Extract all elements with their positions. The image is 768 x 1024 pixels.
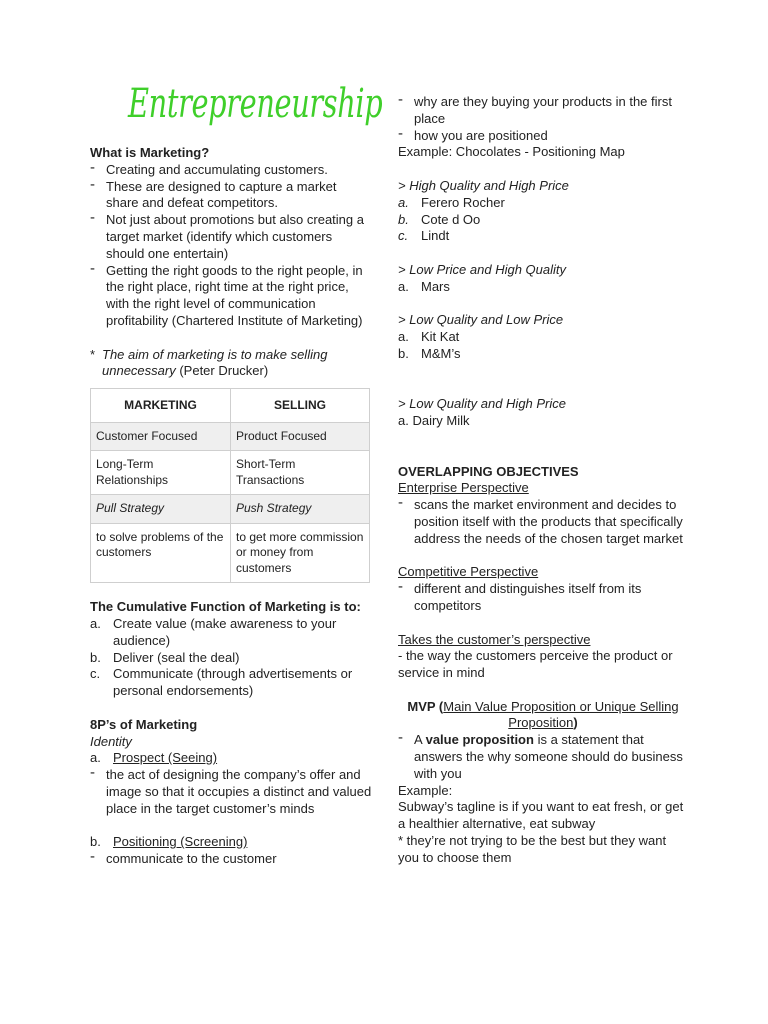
group-item: a. Dairy Milk (398, 413, 470, 429)
marketing-point: - Getting the right goods to the right people, in the right place, right time at the right price, with the right level of communication profitability (Chartered Institute of Marketing) (90, 263, 372, 330)
mvp-heading: MVP (Main Value Proposition or Unique Selling Proposition) (407, 698, 679, 731)
marketing-point: - Not just about promotions but also creating a target market (identify which customers should one entertain) (90, 212, 372, 262)
cumulative-item: a. Create value (make awareness to your audience) (90, 615, 337, 648)
competitive-label: Competitive Perspective (398, 564, 539, 580)
table-cell: to solve problems of the customers (91, 523, 231, 583)
quote-mark: * (90, 346, 96, 362)
cumulative-item: c. Communicate (through advertisements or personal endorsements) (90, 666, 353, 699)
table-row (91, 495, 370, 524)
group-heading: > High Quality and High Price (398, 177, 569, 193)
group-heading: > Low Quality and High Price (398, 396, 567, 412)
subway-note: * they’re not trying to be the best but they want you to choose them (398, 833, 667, 865)
group-heading: > Low Price and High Quality (398, 261, 567, 277)
cumulative-item: b. Deliver (seal the deal) (90, 649, 240, 665)
group-item: a. Kit Kat (398, 329, 460, 345)
enterprise-label: Enterprise Perspective (398, 480, 529, 496)
prospect-description: - the act of designing the company’s offer and image so that it occupies a distinct and valued place in the target customer’s minds (90, 767, 372, 817)
table-cell: Push Strategy (231, 495, 370, 524)
value-proposition-point: - A value proposition is a statement that answers the why someone should do business with you (398, 732, 688, 782)
prospect-item: a. Prospect (Seeing) (90, 750, 218, 766)
positioning-point: - why are they buying your products in the first place (398, 94, 688, 128)
table-header-row (91, 389, 370, 423)
marketing-heading: What is Marketing? (90, 145, 210, 160)
table-cell: Product Focused (231, 422, 370, 451)
positioning-description: - communicate to the customer (90, 851, 372, 868)
overlap-heading: OVERLAPPING OBJECTIVES (398, 463, 579, 479)
table-cell: Pull Strategy (91, 495, 231, 524)
marketing-vs-selling-table (90, 388, 370, 583)
identity-label: Identity (90, 733, 132, 749)
table-cell: Customer Focused (91, 422, 231, 451)
quote-author: (Peter Drucker) (179, 363, 269, 379)
group-item: a. Ferero Rocher (398, 194, 505, 210)
table-cell: Long-Term Relationships (91, 451, 231, 495)
table-cell: Short-Term Transactions (231, 451, 370, 495)
group-item: c. Lindt (398, 228, 450, 244)
quote-text: The aim of marketing is to make selling unnecessary (102, 346, 328, 379)
table-header: MARKETING (91, 389, 231, 423)
subway-example: Subway’s tagline is if you want to eat fresh, or get a healthier alternative, eat subway (398, 799, 684, 832)
customer-label: Takes the customer’s perspective (398, 631, 591, 647)
cumulative-heading: The Cumulative Function of Marketing is to: (90, 599, 361, 615)
example-label: Example: (398, 782, 453, 798)
example-line: Example: Chocolates - Positioning Map (398, 144, 625, 160)
marketing-point: - These are designed to capture a market share and defeat competitors. (90, 179, 372, 213)
competitive-point: - different and distinguishes itself from its competitors (398, 581, 688, 615)
group-item: b. M&M’s (398, 345, 461, 361)
table-row (91, 422, 370, 451)
enterprise-point: - scans the market environment and decides to position itself with the products that specifically address the needs of the chosen target market (398, 497, 688, 547)
group-item: a. Mars (398, 278, 450, 294)
group-heading: > Low Quality and Low Price (398, 312, 564, 328)
right-column (398, 94, 688, 867)
customer-description: - the way the customers perceive the product or service in mind (398, 648, 673, 681)
table-row (91, 523, 370, 583)
document-title: Entrepreneurship (128, 81, 383, 127)
table-cell: to get more commission or money from customers (231, 523, 370, 583)
drucker-quote (90, 347, 372, 381)
left-column (90, 145, 372, 868)
table-header: SELLING (231, 389, 370, 423)
positioning-item: b. Positioning (Screening) (90, 834, 248, 850)
table-row (91, 451, 370, 495)
positioning-point: - how you are positioned (398, 128, 688, 145)
marketing-point: - Creating and accumulating customers. (90, 162, 372, 179)
group-item: b. Cote d Oo (398, 211, 481, 227)
eightp-heading: 8P’s of Marketing (90, 716, 198, 732)
